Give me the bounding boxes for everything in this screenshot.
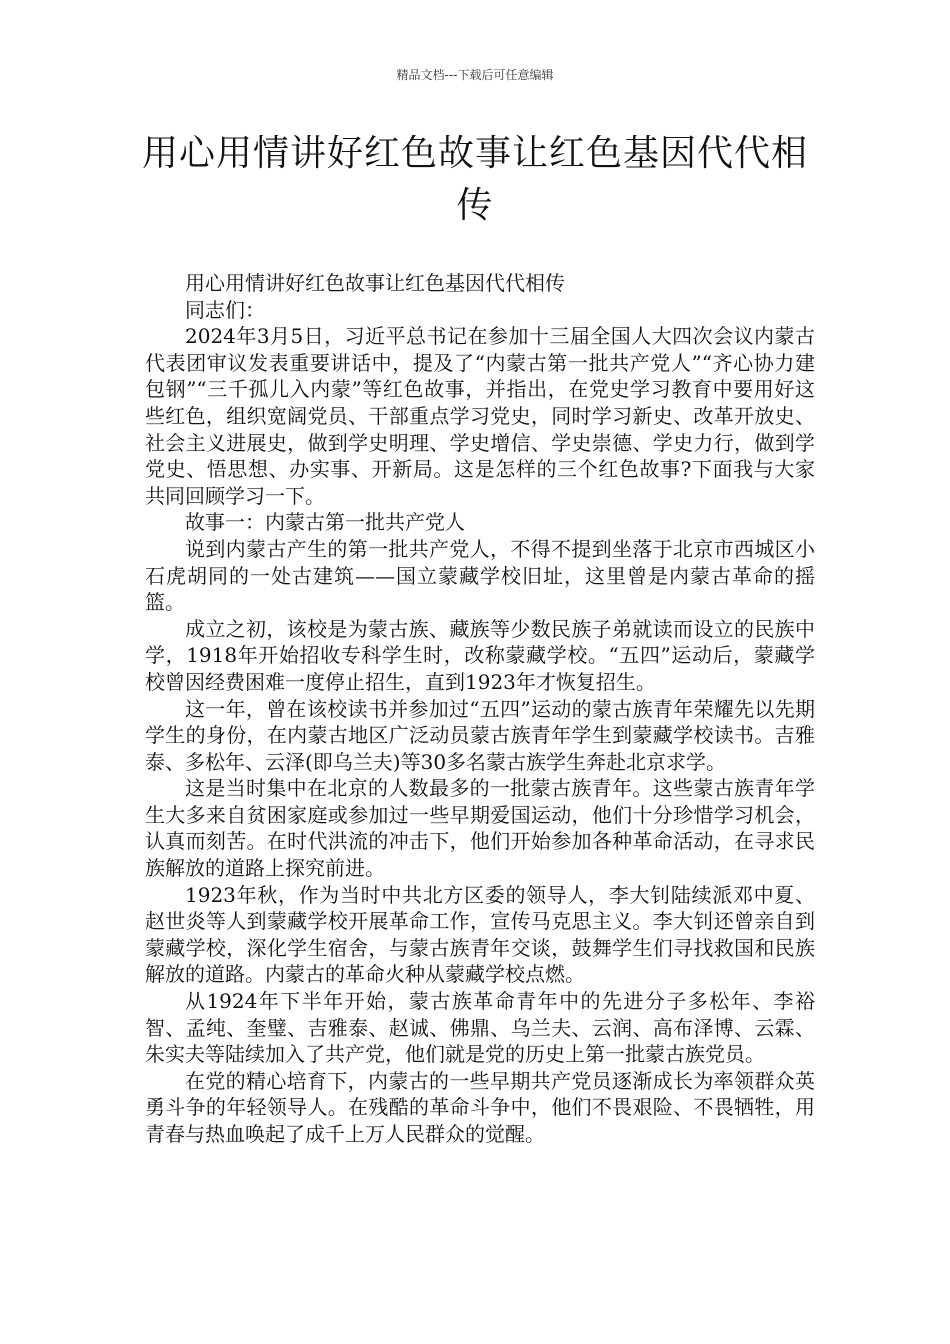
paragraph: 在党的精心培育下，内蒙古的一些早期共产党员逐渐成长为率领群众英勇斗争的年轻领导人。在残酷的革命斗争中，他们不畏艰险、不畏牺牲，用青春与热血唤起了成千上万人民群众的觉醒。 <box>145 1068 815 1146</box>
document-title: 用心用情讲好红色故事让红色基因代代相传 <box>141 133 808 226</box>
paragraph: 2024年3月5日，习近平总书记在参加十三届全国人大四次会议内蒙古代表团审议发表重要讲话中，提及了“内蒙古第一批共产党人”“齐心协力建包钢”“三千孤儿入内蒙”等红色故事，并指出，在党史学习教育中要用好这些红色，组织宽阔党员、干部重点学习党史，同时学习新史、改革开放史、社会主义进展史，做到学史明理、学史增信、学史崇德、学史力行，做到学党史、悟思想、办实事、开新局。这是怎样的三个红色故事?下面我与大家共同回顾学习一下。 <box>145 324 815 508</box>
paragraph-section-heading: 故事一：内蒙古第一批共产党人 <box>185 510 465 535</box>
paragraph: 成立之初，该校是为蒙古族、藏族等少数民族子弟就读而设立的民族中学，1918年开始招收专科学生时，改称蒙藏学校。“五四”运动后，蒙藏学校曾因经费困难一度停止招生，直到1923年才恢复招生。 <box>145 616 815 694</box>
paragraph: 这是当时集中在北京的人数最多的一批蒙古族青年。这些蒙古族青年学生大多来自贫困家庭或参加过一些早期爱国运动，他们十分珍惜学习机会，认真而刻苦。在时代洪流的冲击下，他们开始参加各种革命活动，在寻求民族解放的道路上探究前进。 <box>145 776 815 881</box>
document-body <box>145 270 815 1148</box>
paragraph: 说到内蒙古产生的第一批共产党人，不得不提到坐落于北京市西城区小石虎胡同的一处古建筑——国立蒙藏学校旧址，这里曾是内蒙古革命的摇篮。 <box>145 536 815 615</box>
paragraph-subtitle: 用心用情讲好红色故事让红色基因代代相传 <box>185 271 565 295</box>
paragraph: 这一年，曾在该校读书并参加过“五四”运动的蒙古族青年荣耀先以先期学生的身份，在内蒙古地区广泛动员蒙古族青年学生到蒙藏学校读书。吉雅泰、多松年、云泽(即乌兰夫)等30多名蒙古族学生奔赴北京求学。 <box>145 696 815 774</box>
paragraph: 从1924年下半年开始，蒙古族革命青年中的先进分子多松年、李裕智、孟纯、奎璧、吉雅泰、赵诚、佛鼎、乌兰夫、云润、高布泽博、云霖、朱实夫等陆续加入了共产党，他们就是党的历史上第一批蒙古族党员。 <box>145 989 815 1067</box>
page-header-note: 精品文档---下载后可任意编辑 <box>396 68 554 82</box>
paragraph-salutation: 同志们： <box>185 297 265 322</box>
paragraph: 1923年秋，作为当时中共北方区委的领导人，李大钊陆续派邓中夏、赵世炎等人到蒙藏学校开展革命工作，宣传马克思主义。李大钊还曾亲自到蒙藏学校，深化学生宿舍，与蒙古族青年交谈，鼓舞学生们寻找救国和民族解放的道路。内蒙古的革命火种从蒙藏学校点燃。 <box>145 882 815 987</box>
